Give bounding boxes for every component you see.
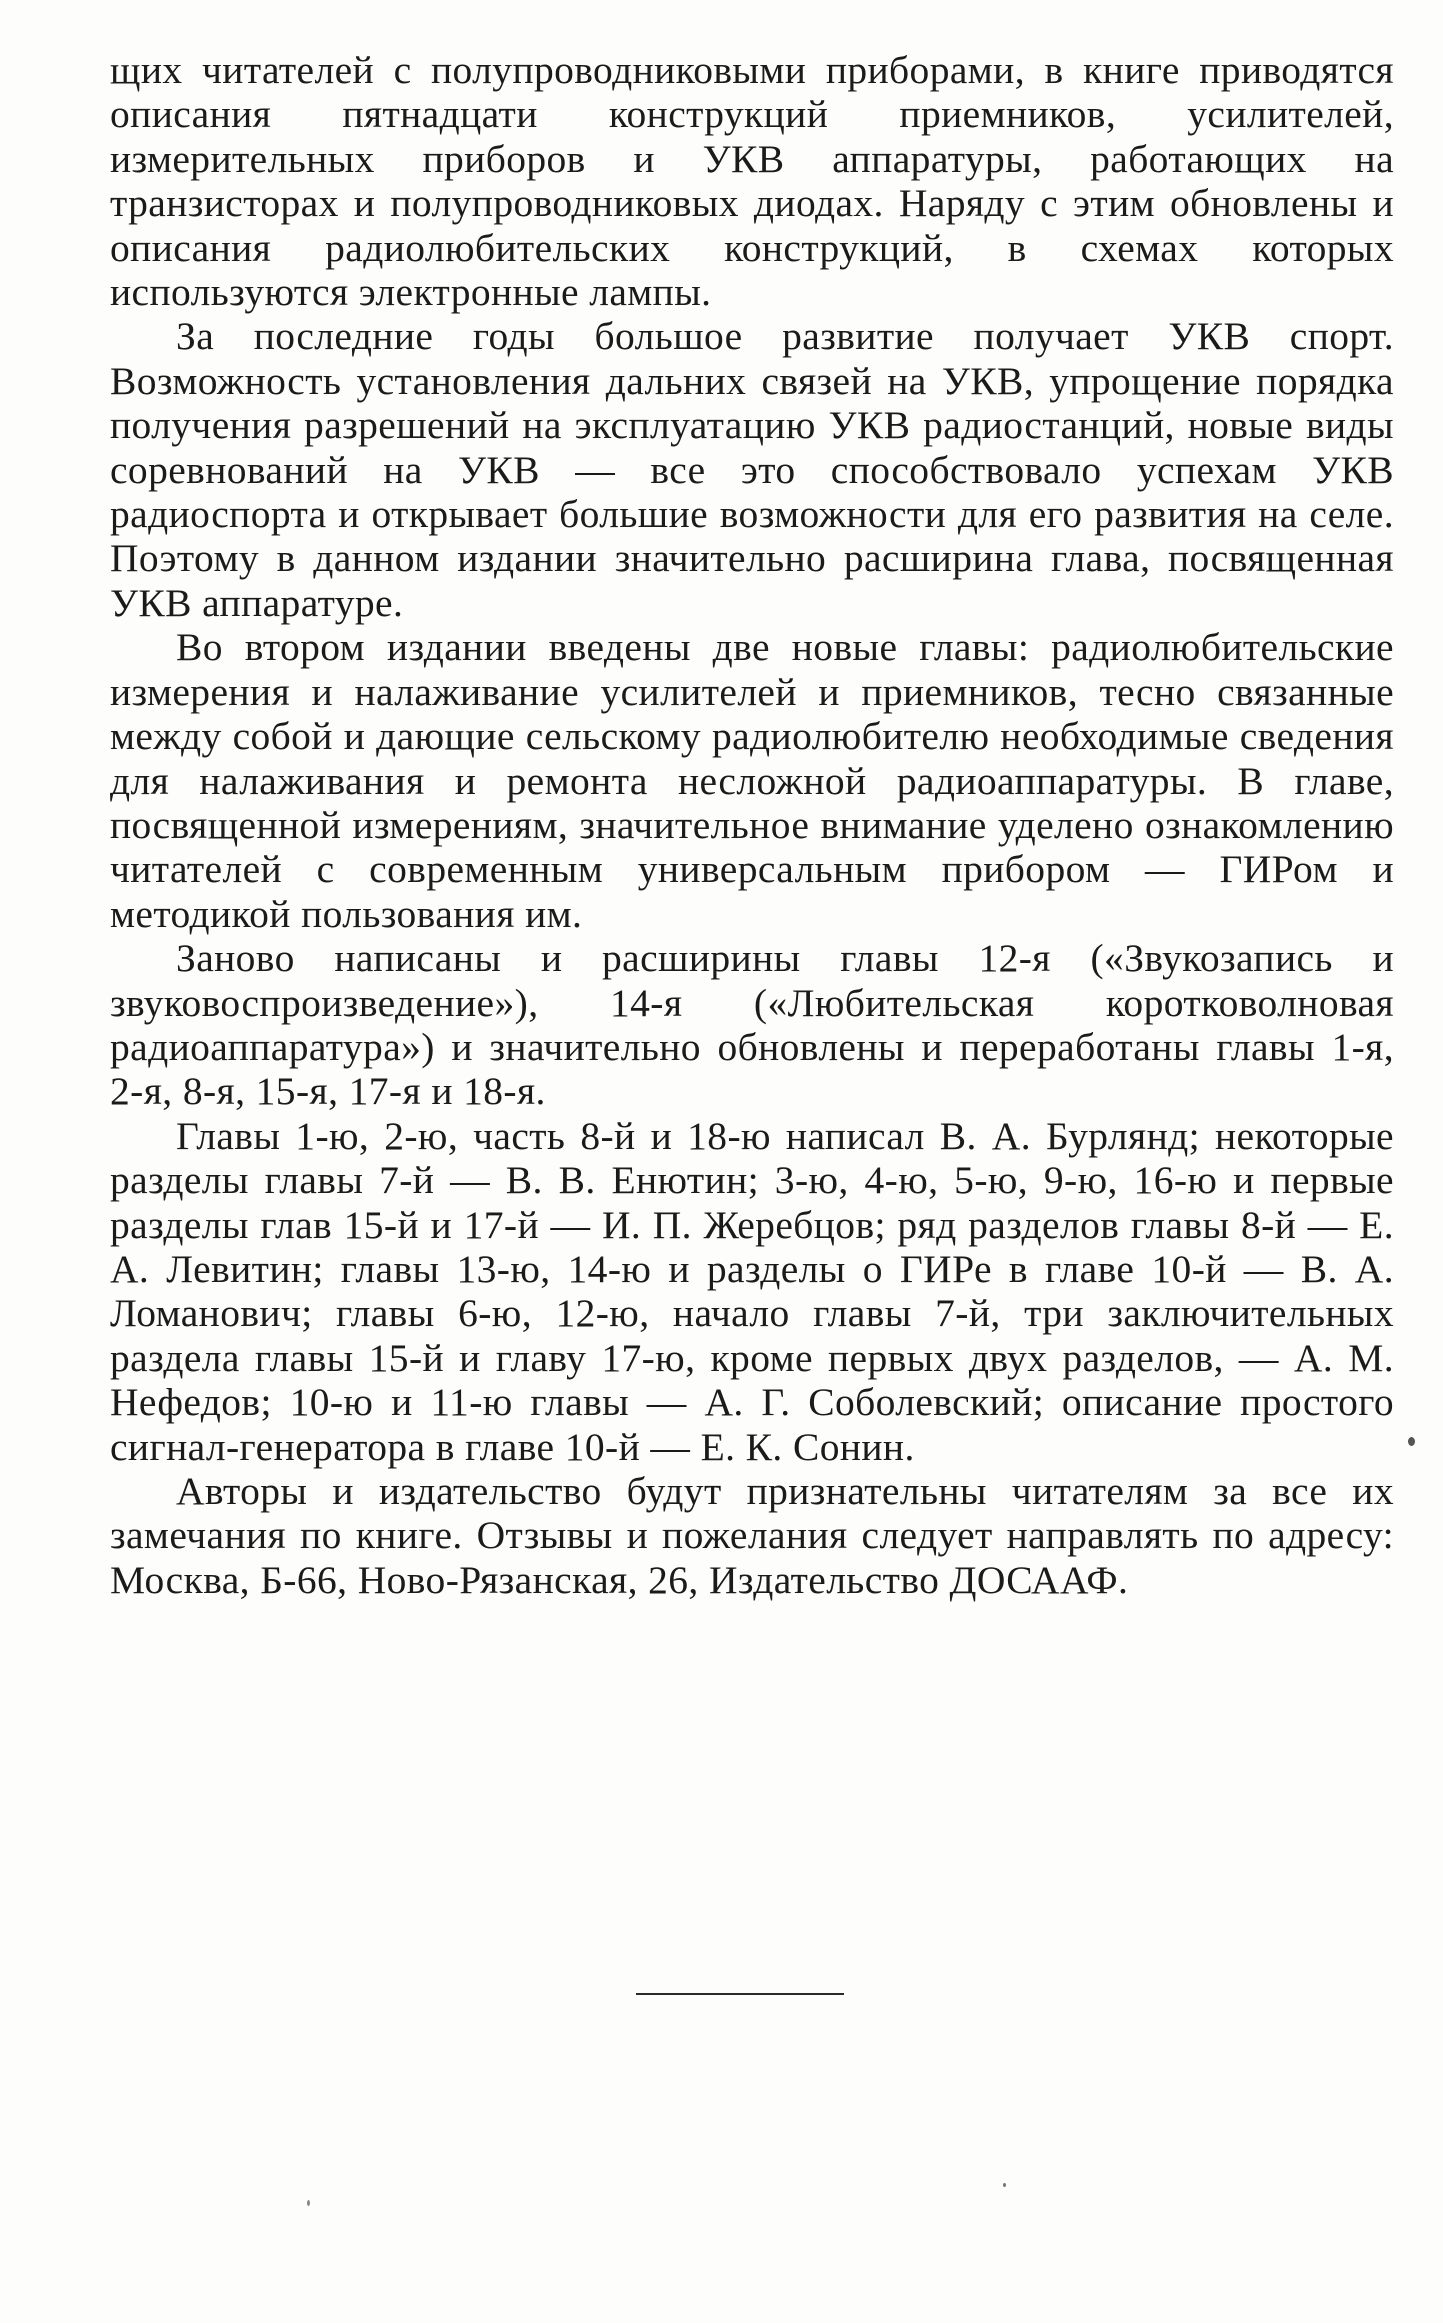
paragraph-intro-continuation: щих читателей с полупроводниковыми приборами, в книге приводятся описания пятнадцати конструкций приемников, усилителей, измерительных приборов и УКВ аппаратуры, работающих на транзисторах и полупроводниковых диодах. Наряду с этим обновлены и описания радиолюбительских конструкций, в схемах которых используются электронные лампы. [110, 48, 1394, 315]
closing-rule [636, 1993, 844, 1995]
paragraph-authors: Главы 1-ю, 2-ю, часть 8-й и 18-ю написал В. А. Бурлянд; некоторые разделы главы 7-й — В. В. Енютин; 3-ю, 4-ю, 5-ю, 9-ю, 16-ю и первые разделы глав 15-й и 17-й — И. П. Жеребцов; ряд разделов главы 8-й — Е. А. Левитин; главы 13-ю, 14-ю и разделы о ГИРе в главе 10-й — В. А. Ломанович; главы 6-ю, 12-ю, начало главы 7-й, три заключительных раздела главы 15-й и главу 17-ю, кроме первых двух разделов, — А. М. Нефедов; 10-ю и 11-ю главы — А. Г. Соболевский; описание простого сигнал-генератора в главе 10-й — Е. К. Сонин. [110, 1113, 1394, 1469]
scan-speck [1003, 2183, 1006, 2187]
paragraph-rewritten-chapters: Заново написаны и расширины главы 12-я («Звукозапись и звуковоспроизведение»), 14-я («Любительская коротковолновая радиоаппаратура») и значительно обновлены и переработаны главы 1-я, 2-я, 8-я, 15-я, 17-я и 18-я. [110, 936, 1394, 1114]
scan-speck [307, 2200, 310, 2206]
paragraph-ukv-sport: За последние годы большое развитие получает УКВ спорт. Возможность установления дальних связей на УКВ, упрощение порядка получения разрешений на эксплуатацию УКВ радиостанций, новые виды соревнований на УКВ — все это способствовало успехам УКВ радиоспорта и открывает большие возможности для его развития на селе. Поэтому в данном издании значительно расширина глава, посвященная УКВ аппаратуре. [110, 314, 1394, 625]
paragraph-feedback-address: Авторы и издательство будут признательны читателям за все их замечания по книге. Отзывы и пожелания следует направлять по адресу: Москва, Б-66, Ново-Рязанская, 26, Издательство ДОСААФ. [110, 1469, 1394, 1602]
paragraph-new-chapters: Во втором издании введены две новые главы: радиолюбительские измерения и налаживание усилителей и приемников, тесно связанные между собой и дающие сельскому радиолюбителю необходимые сведения для налаживания и ремонта несложной радиоаппаратуры. В главе, посвященной измерениям, значительное внимание уделено ознакомлению читателей с современным универсальным прибором — ГИРом и методикой пользования им. [110, 625, 1394, 936]
body-text [110, 48, 1394, 1602]
scan-speck [1408, 1437, 1415, 1446]
